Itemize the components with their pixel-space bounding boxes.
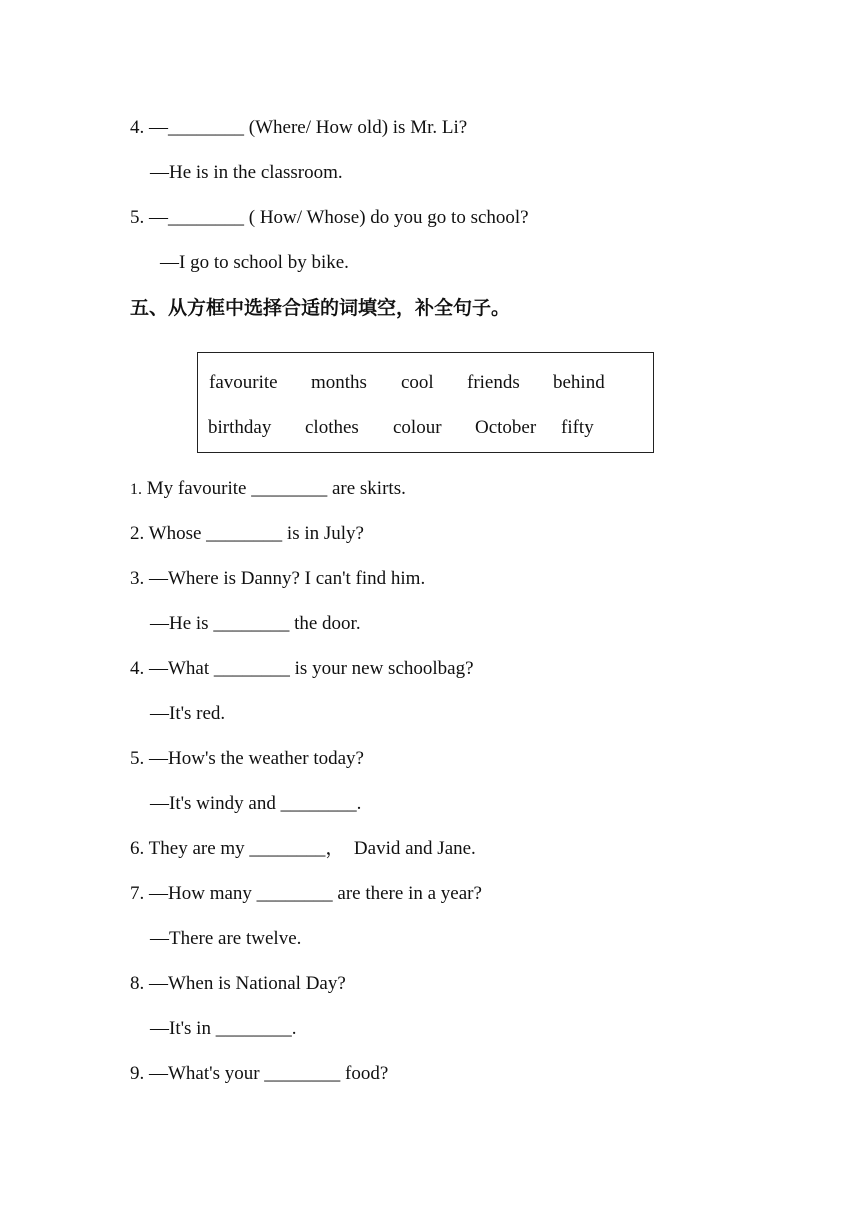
question-number: 4. — [130, 658, 145, 679]
word-bank-item: fifty — [561, 417, 594, 438]
word-bank-item: behind — [553, 372, 605, 393]
answer-line: —There are twelve. — [150, 928, 302, 949]
question-text: They are my ________， David and Jane. — [148, 838, 476, 859]
question-number: 9. — [130, 1063, 145, 1084]
word-bank-item: clothes — [305, 417, 359, 438]
question-text: —What ________ is your new schoolbag? — [149, 658, 474, 679]
question-text: —________ (Where/ How old) is Mr. Li? — [149, 117, 468, 138]
section-title: 五、从方框中选择合适的词填空，补全句子。 — [130, 297, 511, 319]
question-number: 2. — [130, 523, 145, 544]
answer-line: —He is in the classroom. — [150, 162, 343, 183]
question-3-line — [130, 567, 425, 591]
question-text: —________ ( How/ Whose) do you go to school? — [149, 207, 529, 228]
question-4-line — [130, 116, 467, 140]
question-number: 6. — [130, 838, 145, 859]
word-bank-item: colour — [393, 417, 442, 438]
word-bank-item: months — [311, 372, 367, 393]
word-bank-item: cool — [401, 372, 434, 393]
question-1-line — [130, 477, 406, 502]
question-7-line — [130, 882, 482, 906]
question-text: —What's your ________ food? — [149, 1063, 389, 1084]
word-bank-item: birthday — [208, 417, 272, 438]
answer-line: —It's in ________. — [150, 1018, 297, 1039]
question-number: 8. — [130, 973, 145, 994]
question-number: 4. — [130, 117, 145, 138]
answer-line: —It's windy and ________. — [150, 793, 362, 814]
question-text: Whose ________ is in July? — [148, 523, 364, 544]
question-text: —How's the weather today? — [149, 748, 364, 769]
question-number: 3. — [130, 568, 145, 589]
question-text: —When is National Day? — [149, 973, 346, 994]
question-text: —How many ________ are there in a year? — [149, 883, 482, 904]
answer-line: —I go to school by bike. — [160, 252, 349, 273]
question-text: —Where is Danny? I can't find him. — [149, 568, 426, 589]
question-number: 5. — [130, 748, 145, 769]
question-number: 7. — [130, 883, 145, 904]
word-bank-box — [197, 352, 654, 453]
question-number: 5. — [130, 207, 145, 228]
word-bank-item: friends — [467, 372, 520, 393]
question-8-line — [130, 972, 346, 996]
question-5-line — [130, 747, 364, 771]
word-bank-item: October — [475, 417, 537, 438]
answer-line: —It's red. — [150, 703, 226, 724]
answer-line: —He is ________ the door. — [150, 613, 361, 634]
question-6-line — [130, 837, 476, 861]
question-text: My favourite ________ are skirts. — [146, 478, 406, 499]
question-4-line — [130, 657, 474, 681]
question-5-line — [130, 206, 529, 230]
word-bank-item: favourite — [209, 372, 278, 393]
question-9-line — [130, 1062, 388, 1086]
question-number: 1. — [130, 481, 142, 498]
question-2-line — [130, 522, 364, 546]
